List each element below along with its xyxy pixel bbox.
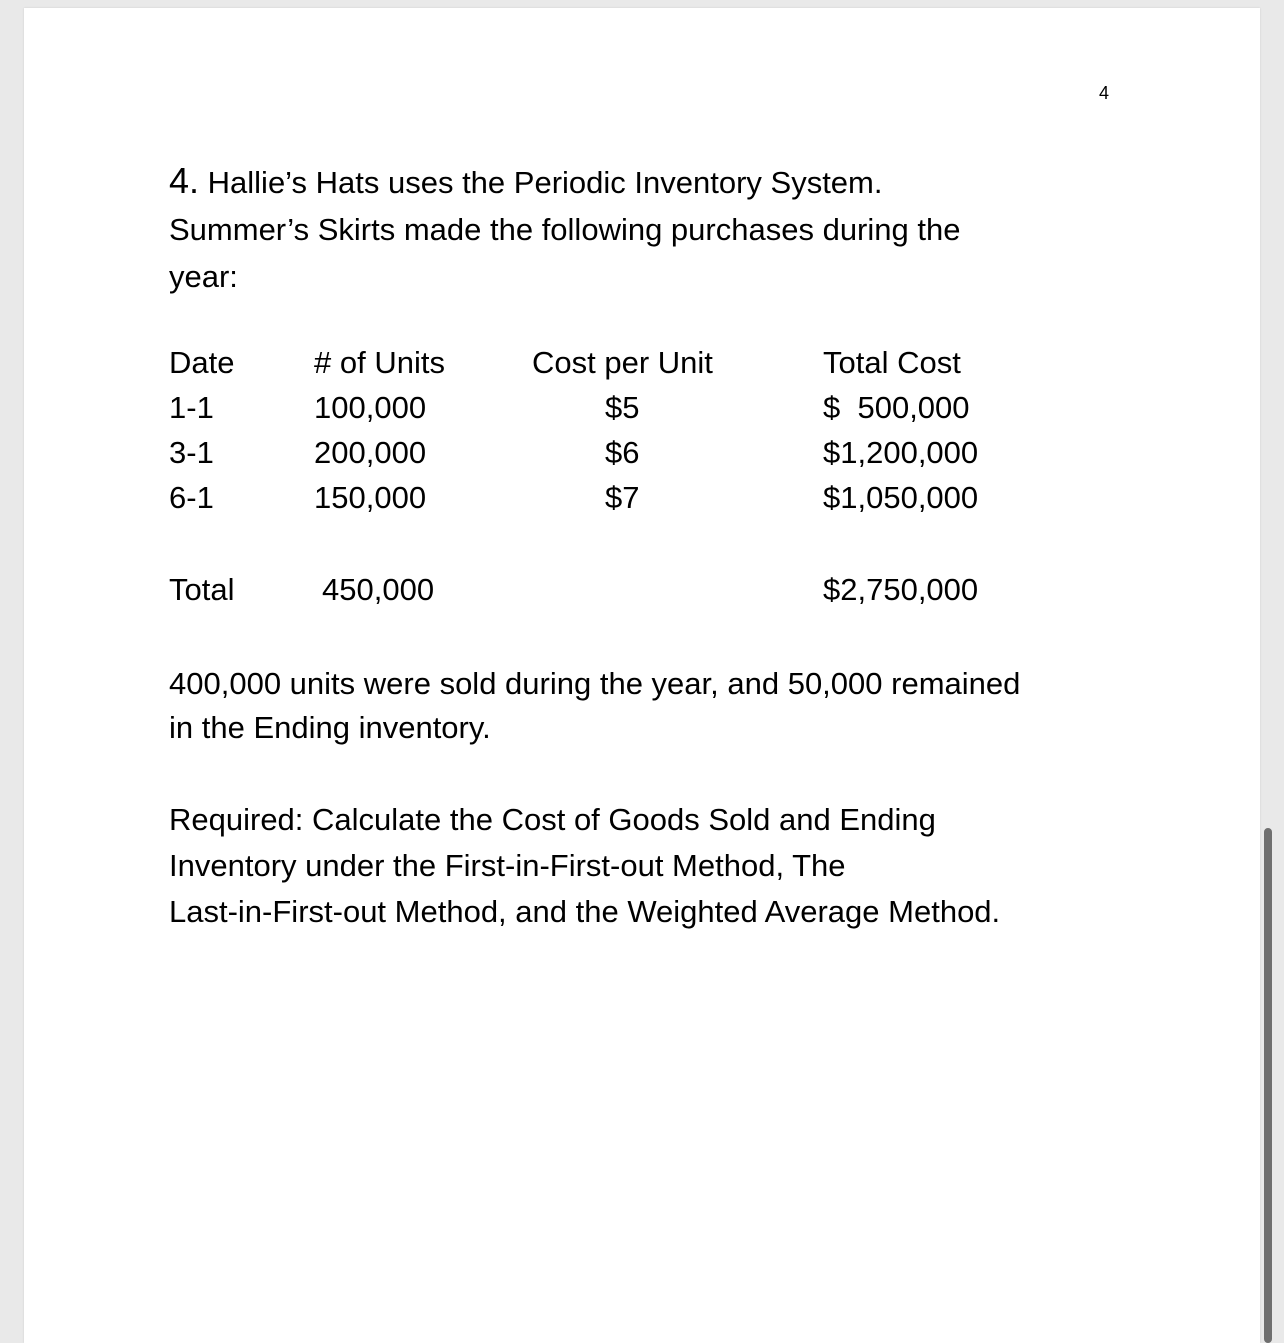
row-cost-per-unit: $6 [605,435,640,470]
table-row [169,435,1069,475]
question-line-2: Summer’s Skirts made the following purchases during the [169,212,961,247]
row-units: 200,000 [314,435,427,470]
row-total-cost: $ 500,000 [823,390,970,425]
question-line-1 [169,157,1129,206]
question-line-3: year: [169,259,238,294]
header-units: # of Units [314,345,445,380]
row-date: 6-1 [169,480,214,515]
total-label: Total [169,572,235,607]
table-total-row [169,572,1069,612]
vertical-scrollbar[interactable] [1264,828,1272,1343]
note-line-1: 400,000 units were sold during the year, and 50,000 remained [169,666,1021,701]
row-cost-per-unit: $7 [605,480,640,515]
header-date: Date [169,345,235,380]
note-line-2: in the Ending inventory. [169,710,491,745]
table-row [169,390,1069,430]
total-cost: $2,750,000 [823,572,979,607]
row-cost-per-unit: $5 [605,390,640,425]
row-total-cost: $1,200,000 [823,435,979,470]
sales-note [169,662,1149,750]
question-number: 4. [169,160,200,201]
question-text [169,157,1129,300]
required-text [169,797,1149,935]
required-line-2: Inventory under the First-in-First-out Method, The [169,848,846,883]
table-header-row [169,345,1069,385]
row-date: 3-1 [169,435,214,470]
header-cost-per-unit: Cost per Unit [532,345,713,380]
required-line-3: Last-in-First-out Method, and the Weighted Average Method. [169,894,1001,929]
page-number: 4 [1099,83,1110,103]
row-units: 150,000 [314,480,427,515]
table-row [169,480,1069,520]
row-date: 1-1 [169,390,214,425]
total-units: 450,000 [322,572,435,607]
row-units: 100,000 [314,390,427,425]
row-total-cost: $1,050,000 [823,480,979,515]
question-line-1-text: Hallie’s Hats uses the Periodic Inventory System. [207,165,883,200]
required-line-1: Required: Calculate the Cost of Goods Sold and Ending [169,802,936,837]
header-total-cost: Total Cost [823,345,961,380]
